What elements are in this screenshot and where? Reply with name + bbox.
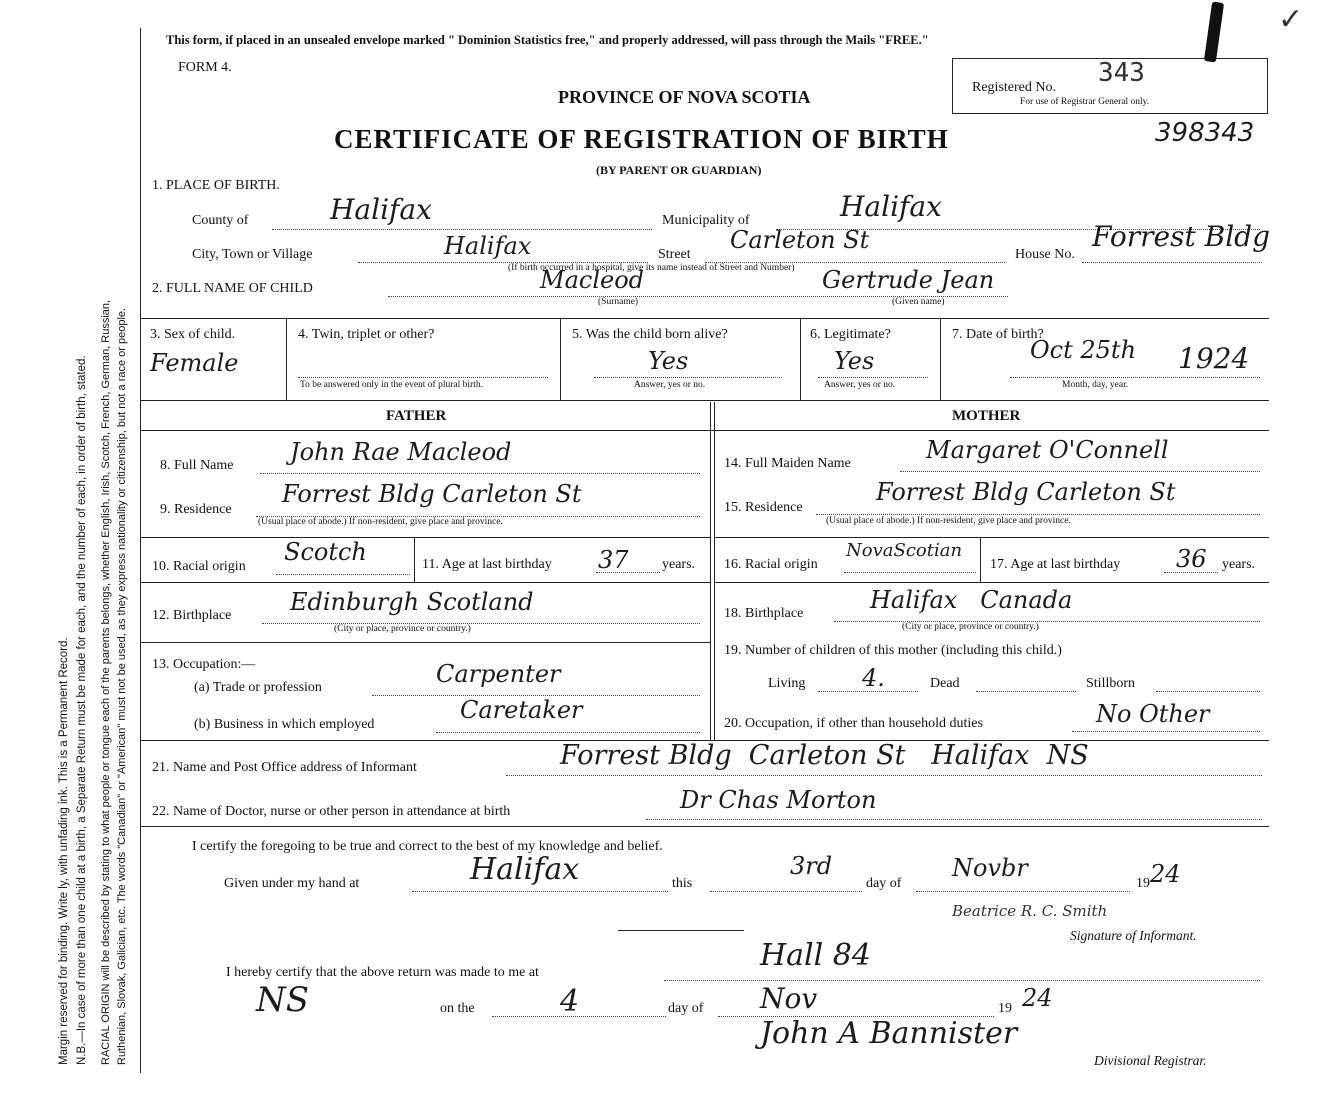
form-number: FORM 4. — [178, 60, 232, 75]
surname-caption: (Surname) — [598, 297, 639, 307]
child-given-name: Gertrude Jean — [822, 266, 995, 294]
father-years-label: years. — [662, 557, 696, 572]
certificate-title: CERTIFICATE OF REGISTRATION OF BIRTH — [334, 124, 949, 154]
registrar-month-value: Nov — [760, 982, 818, 1015]
sex-value: Female — [150, 349, 239, 377]
row3-divider-3 — [800, 318, 801, 400]
father-row-rule-1 — [141, 537, 710, 538]
county-label: County of — [192, 213, 249, 228]
given-under-hand-label: Given under my hand at — [224, 876, 360, 891]
dob-value: Oct 25th — [1030, 336, 1137, 364]
mother-name-label: 14. Full Maiden Name — [724, 456, 851, 471]
registered-label: Registered No. — [972, 80, 1056, 95]
father-trade-value: Carpenter — [436, 660, 561, 688]
alive-note: Answer, yes or no. — [634, 380, 706, 390]
dob-note: Month, day, year. — [1062, 380, 1129, 390]
legitimate-value: Yes — [834, 347, 875, 375]
mother-children-label: 19. Number of children of this mother (including this child.) — [724, 643, 1062, 658]
father-business-underline — [436, 732, 700, 733]
parents-center-rule — [710, 402, 711, 740]
father-racial-underline — [276, 574, 410, 575]
dead-underline — [976, 691, 1076, 692]
father-residence-value: Forrest Bldg Carleton St — [282, 480, 582, 508]
father-trade-label: (a) Trade or profession — [194, 680, 322, 695]
mother-occupation-label: 20. Occupation, if other than household duties — [724, 716, 983, 731]
father-age-value: 37 — [598, 546, 629, 574]
registrar-note: For use of Registrar General only. — [1020, 97, 1150, 107]
mother-residence-label: 15. Residence — [724, 500, 803, 515]
mother-row-rule-1 — [715, 537, 1269, 538]
father-business-value: Caretaker — [460, 696, 583, 724]
row3-divider-1 — [286, 318, 287, 400]
house-underline — [1082, 262, 1262, 263]
registrar-place-underline — [664, 980, 1260, 981]
doctor-value: Dr Chas Morton — [680, 786, 877, 814]
legitimate-note: Answer, yes or no. — [824, 380, 896, 390]
sex-label: 3. Sex of child. — [150, 327, 236, 342]
given-place-underline — [412, 891, 668, 892]
mother-birthplace-note: (City or place, province or country.) — [902, 622, 1039, 632]
mother-age-value: 36 — [1176, 545, 1207, 573]
registered-number: 343 — [1098, 58, 1145, 88]
row3-bottom-rule — [141, 400, 1269, 401]
registrar-day-value: 4 — [560, 984, 580, 1019]
alive-underline — [594, 377, 782, 378]
certify-year-value: 24 — [1150, 860, 1181, 888]
legitimate-underline — [818, 377, 928, 378]
county-value: Halifax — [330, 193, 432, 226]
mother-age-divider — [980, 538, 981, 582]
margin-note-racial-origin: RACIAL ORIGIN will be described by stating to what people or tongue each of the parents belongs, whether English, Irish, Scotch, French, German, Russian, — [100, 299, 112, 1065]
mother-age-label: 17. Age at last birthday — [990, 557, 1121, 572]
twin-note: To be answered only in the event of plural birth. — [300, 380, 483, 390]
father-row-rule-2 — [141, 582, 710, 583]
municipality-label: Municipality of — [662, 213, 750, 228]
informant-signature: Beatrice R. C. Smith — [952, 902, 1108, 920]
row3-divider-4 — [940, 318, 941, 400]
registrar-on-label: on the — [440, 1001, 475, 1016]
informant-label: 21. Name and Post Office address of Informant — [152, 760, 417, 775]
margin-note-binding: Margin reserved for binding. Write ly, with unfading ink. This is a Permanent Record. — [58, 637, 70, 1065]
city-label: City, Town or Village — [192, 247, 313, 262]
father-residence-note: (Usual place of abode.) If non-resident, give place and province. — [258, 517, 503, 527]
mother-birthplace-value: Halifax Canada — [870, 586, 1073, 614]
row3-divider-2 — [560, 318, 561, 400]
certify-day-value: 3rd — [790, 852, 833, 880]
alive-value: Yes — [648, 347, 689, 375]
mother-row-rule-2 — [715, 582, 1269, 583]
doctor-bottom-rule — [141, 826, 1269, 827]
dob-year: 1924 — [1178, 342, 1250, 375]
day-underline — [710, 891, 862, 892]
mother-residence-note: (Usual place of abode.) If non-resident, give place and province. — [826, 516, 1071, 526]
informant-signature-line — [618, 930, 744, 931]
father-name-underline — [260, 473, 700, 474]
province-title: PROVINCE OF NOVA SCOTIA — [558, 87, 811, 107]
mother-occupation-value: No Other — [1096, 700, 1210, 728]
municipality-value: Halifax — [840, 190, 942, 223]
registrar-caption: Divisional Registrar. — [1094, 1053, 1207, 1068]
registrar-dayof-label: day of — [668, 1001, 704, 1016]
living-value: 4. — [862, 664, 885, 692]
mother-residence-value: Forrest Bldg Carleton St — [876, 478, 1176, 506]
twin-label: 4. Twin, triplet or other? — [298, 327, 435, 342]
father-occupation-label: 13. Occupation:— — [152, 657, 256, 672]
stillborn-label: Stillborn — [1086, 676, 1136, 691]
row3-top-rule — [141, 318, 1269, 319]
child-name-label: 2. FULL NAME OF CHILD — [152, 281, 313, 296]
registrar-statement: I hereby certify that the above return was made to me at — [226, 965, 539, 980]
month-underline — [916, 891, 1130, 892]
registrar-left-mark: NS — [256, 980, 310, 1020]
mother-residence-underline — [816, 514, 1260, 515]
margin-note-racial-origin-cont: Ruthenian, Slovak, Galician, etc. The words "Canadian" or "American" must not be used, as they express nationality or citizenship, but not a race or people. — [116, 307, 128, 1065]
dob-underline — [1010, 377, 1260, 378]
father-racial-value: Scotch — [284, 538, 367, 566]
certify-month-value: Novbr — [952, 854, 1028, 882]
father-birthplace-label: 12. Birthplace — [152, 608, 232, 623]
place-of-birth-label: 1. PLACE OF BIRTH. — [152, 178, 280, 193]
father-business-label: (b) Business in which employed — [194, 717, 375, 732]
certify-year-prefix: 19 — [1136, 876, 1150, 891]
this-label: this — [672, 876, 693, 891]
mother-racial-label: 16. Racial origin — [724, 557, 818, 572]
child-surname: Macleod — [540, 266, 645, 294]
registrar-signature: John A Bannister — [760, 1016, 1018, 1051]
mother-racial-underline — [844, 572, 976, 573]
mother-name-value: Margaret O'Connell — [926, 436, 1169, 464]
legitimate-label: 6. Legitimate? — [810, 327, 891, 342]
mother-heading: MOTHER — [952, 408, 1021, 424]
father-birthplace-note: (City or place, province or country.) — [334, 624, 471, 634]
dob-label: 7. Date of birth? — [952, 327, 1044, 342]
mother-racial-value: NovaScotian — [846, 540, 963, 561]
registrar-year-prefix: 19 — [998, 1001, 1012, 1016]
form-left-border — [140, 28, 141, 1073]
doctor-underline — [646, 819, 1262, 820]
father-name-label: 8. Full Name — [160, 458, 234, 473]
informant-value: Forrest Bldg Carleton St Halifax NS — [560, 740, 1089, 771]
dead-label: Dead — [930, 676, 960, 691]
father-racial-label: 10. Racial origin — [152, 559, 246, 574]
tick-mark-icon: ✓ — [1278, 3, 1304, 36]
twin-underline — [298, 377, 548, 378]
doctor-label: 22. Name of Doctor, nurse or other person in attendance at birth — [152, 804, 511, 819]
mail-notice: This form, if placed in an unsealed envelope marked " Dominion Statistics free," and properly addressed, will pass through the Mails "FREE." — [166, 33, 929, 47]
given-name-caption: (Given name) — [892, 297, 945, 307]
stamp-number: 398343 — [1155, 118, 1255, 148]
street-value: Carleton St — [730, 226, 870, 254]
informant-underline — [506, 775, 1262, 776]
father-residence-label: 9. Residence — [160, 502, 232, 517]
mother-occupation-underline — [1072, 731, 1260, 732]
certificate-subtitle: (BY PARENT OR GUARDIAN) — [596, 163, 762, 177]
certify-dayof-label: day of — [866, 876, 902, 891]
headings-rule — [141, 430, 1269, 431]
parents-center-rule-2 — [714, 402, 715, 740]
registrar-year-value: 24 — [1022, 984, 1053, 1012]
father-birthplace-underline — [262, 623, 700, 624]
living-label: Living — [768, 676, 806, 691]
margin-note-plural-births: N.B.—In case of more than one child at a birth, a Separate Return must be made for each, and the number of each, in order of birth, stated. — [76, 355, 88, 1065]
informant-signature-caption: Signature of Informant. — [1070, 928, 1197, 943]
house-value: Forrest Bldg — [1092, 220, 1270, 253]
certify-statement: I certify the foregoing to be true and correct to the best of my knowledge and belief. — [192, 839, 663, 854]
house-label: House No. — [1015, 247, 1075, 262]
father-row-rule-3 — [141, 642, 710, 643]
father-age-label: 11. Age at last birthday — [422, 557, 552, 572]
mother-years-label: years. — [1222, 557, 1256, 572]
given-place-value: Halifax — [470, 852, 580, 887]
county-underline — [272, 229, 652, 230]
father-age-divider — [414, 538, 415, 582]
mother-birthplace-label: 18. Birthplace — [724, 606, 804, 621]
city-value: Halifax — [444, 232, 532, 260]
father-birthplace-value: Edinburgh Scotland — [290, 588, 534, 616]
street-label: Street — [658, 247, 691, 262]
father-name-value: John Rae Macleod — [290, 438, 512, 466]
mother-name-underline — [900, 471, 1260, 472]
stillborn-underline — [1156, 691, 1260, 692]
father-heading: FATHER — [386, 408, 447, 424]
registrar-place-value: Hall 84 — [760, 938, 871, 973]
hospital-note: (If birth occurred in a hospital, give its name instead of Street and Number) — [508, 263, 795, 273]
alive-label: 5. Was the child born alive? — [572, 327, 728, 342]
check-mark-icon — [1204, 1, 1224, 62]
mother-birthplace-underline — [834, 621, 1260, 622]
